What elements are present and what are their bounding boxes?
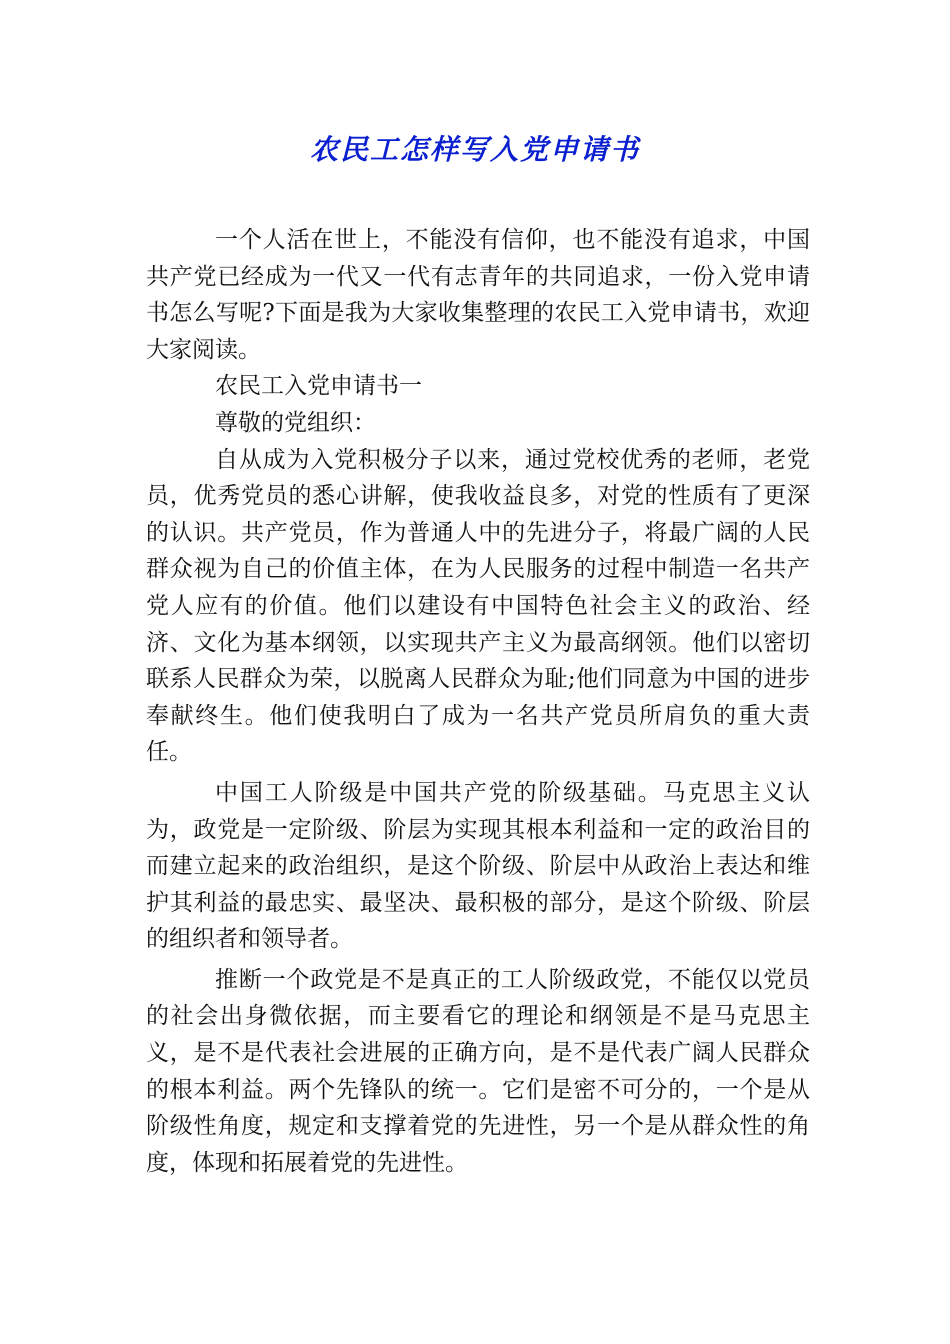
- body-paragraph-1: 自从成为入党积极分子以来，通过党校优秀的老师，老党员，优秀党员的悉心讲解，使我收益良多，对党的性质有了更深的认识。共产党员，作为普通人中的先进分子，将最广阔的人民群众视为自己的价值主体，在为人民服务的过程中制造一名共产党人应有的价值。他们以建设有中国特色社会主义的政治、经济、文化为基本纲领，以实现共产主义为最高纲领。他们以密切联系人民群众为荣，以脱离人民群众为耻;他们同意为中国的进步奉献终生。他们使我明白了成为一名共产党员所肩负的重大责任。: [146, 446, 810, 766]
- body-paragraph-3: 推断一个政党是不是真正的工人阶级政党，不能仅以党员的社会出身微依据，而主要看它的理论和纲领是不是马克思主义，是不是代表社会进展的正确方向，是不是代表广阔人民群众的根本利益。两个先锋队的统一。它们是密不可分的，一个是从阶级性角度，规定和支撑着党的先进性，另一个是从群众性的角度，体现和拓展着党的先进性。: [146, 966, 810, 1176]
- salutation: 尊敬的党组织：: [215, 409, 376, 436]
- body-paragraph-2: 中国工人阶级是中国共产党的阶级基础。马克思主义认为，政党是一定阶级、阶层为实现其根本利益和一定的政治目的而建立起来的政治组织，是这个阶级、阶层中从政治上表达和维护其利益的最忠实、最坚决、最积极的部分，是这个阶级、阶层的组织者和领导者。: [146, 779, 810, 953]
- intro-paragraph: 一个人活在世上，不能没有信仰，也不能没有追求，中国共产党已经成为一代又一代有志青年的共同追求，一份入党申请书怎么写呢?下面是我为大家收集整理的农民工入党申请书，欢迎大家阅读。: [146, 227, 810, 363]
- document-body: [146, 222, 810, 1181]
- document-title: 农民工怎样写入党申请书: [309, 133, 640, 166]
- section-heading: 农民工入党申请书一: [215, 373, 422, 400]
